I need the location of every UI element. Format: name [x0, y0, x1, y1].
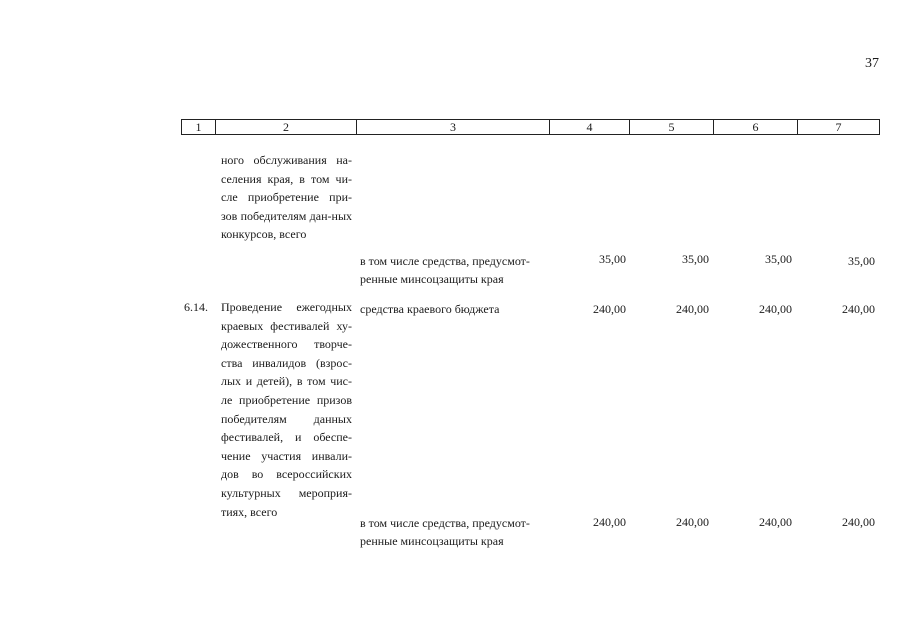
- row-c-value-col7: 240,00: [842, 515, 875, 529]
- row-b-value-col7: 240,00: [842, 302, 875, 316]
- page-number: 37: [865, 56, 879, 71]
- table-header-row: [181, 119, 880, 135]
- header-col-6: 6: [714, 120, 798, 134]
- row-b-source: средства краевого бюджета: [360, 302, 500, 316]
- header-col-7: 7: [835, 120, 842, 134]
- row-a-source: в том числе средства, предусмот-ренные минсоцзащиты края: [360, 254, 530, 286]
- row-a-value-col4: 35,00: [599, 252, 626, 266]
- header-col-5: 5: [630, 120, 714, 134]
- header-col-4: 4: [550, 120, 630, 134]
- row-b-value-col4: 240,00: [593, 302, 626, 316]
- row-a-value-col5: 35,00: [682, 252, 709, 266]
- header-col-1: 1: [182, 120, 216, 134]
- row-b-number: 6.14.: [184, 300, 208, 314]
- row-b-value-col5: 240,00: [676, 302, 709, 316]
- row-a-value-col6: 35,00: [765, 252, 792, 266]
- header-col-3: 3: [357, 120, 550, 134]
- row-c-value-col6: 240,00: [759, 515, 792, 529]
- row-a-value-col7: 35,00: [848, 254, 875, 268]
- row-c-source: в том числе средства, предусмот-ренные минсоцзащиты края: [360, 516, 530, 548]
- header-col-2: 2: [216, 120, 357, 134]
- row-b-value-col6: 240,00: [759, 302, 792, 316]
- row-c-value-col5: 240,00: [676, 515, 709, 529]
- row-a-description: ного обслуживания на-селения края, в том чи-сле приобретение при-зов победителям дан-ных конкурсов, всего: [221, 153, 352, 242]
- row-b-description: Проведение ежегодных краевых фестивалей ху-дожественного творче-ства инвалидов (взрос-лых и детей), в том чис-ле приобретение призов победителям данных фестивалей, и обеспе-чение участия инвали-дов во всероссийских культурных мероприя-тиях, всего: [221, 300, 352, 519]
- row-c-value-col4: 240,00: [593, 515, 626, 529]
